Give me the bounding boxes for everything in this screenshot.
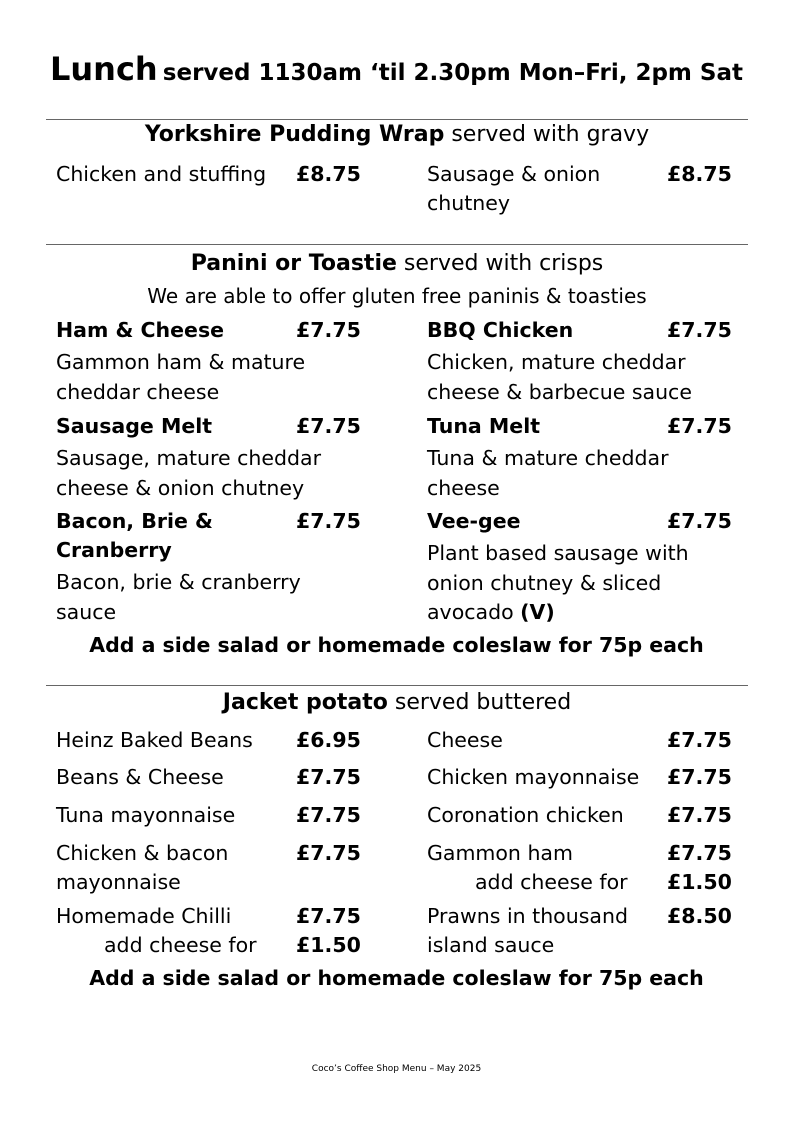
item-name: Tuna Melt (427, 414, 541, 438)
item-name: Coronation chicken (427, 803, 624, 827)
menu-item (56, 902, 376, 962)
item-price: £7.75 (296, 841, 361, 865)
item-name: Chicken & bacon mayonnaise (56, 841, 229, 894)
item-name: Homemade Chilli (56, 904, 232, 928)
item-price: £7.75 (296, 904, 361, 928)
addon-price: £1.50 (296, 933, 361, 957)
divider (46, 119, 748, 120)
section-title: Yorkshire Pudding Wrap (144, 122, 445, 147)
item-price: £6.95 (296, 728, 361, 752)
item-price: £8.75 (296, 162, 361, 186)
menu-item (56, 412, 376, 506)
section-heading-jacket (46, 690, 748, 715)
menu-item (56, 726, 376, 756)
menu-item (427, 801, 747, 831)
title-main: Lunch (50, 50, 158, 88)
section-note: served buttered (394, 690, 572, 715)
menu-item (427, 160, 747, 220)
item-price: £7.75 (667, 318, 732, 342)
menu-item (427, 902, 747, 962)
menu-item (427, 316, 747, 410)
menu-item (56, 839, 376, 899)
item-price: £8.75 (667, 162, 732, 186)
section-heading-wrap (46, 122, 748, 147)
divider (46, 685, 748, 686)
item-name: Heinz Baked Beans (56, 728, 253, 752)
item-name: Gammon ham (427, 841, 573, 865)
page-title (0, 50, 793, 88)
jacket-side-note: Add a side salad or homemade coleslaw for 75p each (89, 966, 704, 990)
section-subheading: We are able to offer gluten free paninis & toasties (147, 284, 647, 308)
item-price: £8.50 (667, 904, 732, 928)
item-name: Chicken mayonnaise (427, 765, 640, 789)
item-name: Sausage & onion chutney (427, 162, 601, 215)
item-price: £7.75 (667, 803, 732, 827)
menu-item (56, 763, 376, 793)
footer-credit: Coco’s Coffee Shop Menu – May 2025 (311, 1064, 482, 1074)
item-name: Vee-gee (427, 509, 521, 533)
menu-item (427, 507, 747, 631)
menu-item (427, 839, 747, 899)
item-name: Tuna mayonnaise (56, 803, 236, 827)
menu-item (56, 801, 376, 831)
item-name: Cheese (427, 728, 503, 752)
item-description (427, 539, 727, 628)
menu-item (427, 412, 747, 506)
item-name: Beans & Cheese (56, 765, 224, 789)
item-name: Sausage Melt (56, 414, 213, 438)
menu-item (56, 316, 376, 410)
item-price: £7.75 (296, 318, 361, 342)
title-hours: served 1130am ‘til 2.30pm Mon–Fri, 2pm Sat (162, 60, 743, 86)
section-title: Jacket potato (222, 690, 388, 715)
item-name: Bacon, Brie & Cranberry (56, 509, 213, 562)
addon-price: £1.50 (667, 870, 732, 894)
addon-label: add cheese for (104, 933, 257, 957)
item-description: Tuna & mature cheddar cheese (427, 446, 669, 500)
item-price: £7.75 (667, 509, 732, 533)
item-price: £7.75 (667, 765, 732, 789)
item-price: £7.75 (296, 803, 361, 827)
item-name: Prawns in thousand island sauce (427, 904, 628, 957)
section-note: served with gravy (451, 122, 650, 147)
addon-label: add cheese for (475, 870, 628, 894)
item-price: £7.75 (667, 841, 732, 865)
menu-item (427, 726, 747, 756)
item-price: £7.75 (296, 765, 361, 789)
item-name: BBQ Chicken (427, 318, 574, 342)
section-heading-panini (46, 251, 748, 276)
item-description: Bacon, brie & cranberry sauce (56, 570, 301, 624)
item-name: Ham & Cheese (56, 318, 225, 342)
item-name: Chicken and stuffing (56, 162, 267, 186)
menu-item (427, 763, 747, 793)
item-description: Gammon ham & mature cheddar cheese (56, 350, 306, 404)
menu-item (56, 160, 376, 220)
section-title: Panini or Toastie (190, 251, 397, 276)
item-description-text: Plant based sausage with onion chutney & sliced avocado (427, 541, 689, 624)
item-price: £7.75 (667, 414, 732, 438)
vegan-badge: (V) (520, 600, 555, 624)
panini-side-note: Add a side salad or homemade coleslaw for 75p each (89, 633, 704, 657)
item-description: Chicken, mature cheddar cheese & barbecue sauce (427, 350, 692, 404)
item-price: £7.75 (296, 509, 361, 533)
item-price: £7.75 (667, 728, 732, 752)
divider (46, 244, 748, 245)
item-price: £7.75 (296, 414, 361, 438)
menu-item (56, 507, 376, 631)
section-note: served with crisps (403, 251, 604, 276)
item-description: Sausage, mature cheddar cheese & onion chutney (56, 446, 322, 500)
